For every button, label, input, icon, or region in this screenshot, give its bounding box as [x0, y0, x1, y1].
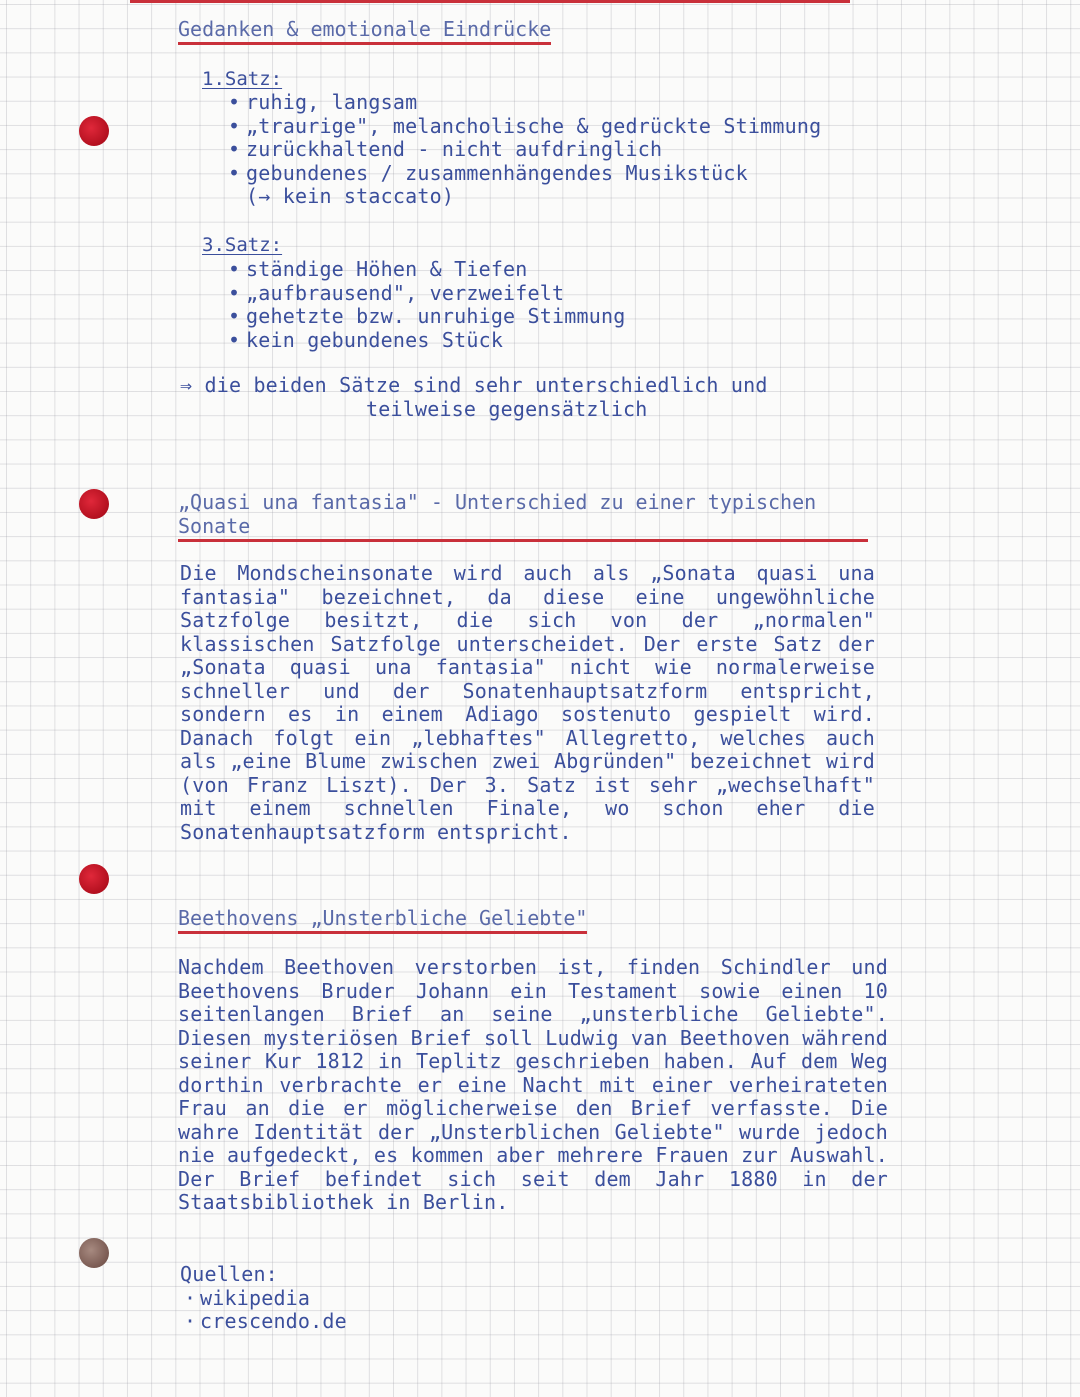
source-item: · crescendo.de [180, 1310, 347, 1334]
punch-hole [79, 864, 109, 894]
paragraph-quasi-una-fantasia: Die Mondscheinsonate wird auch als „Sonata quasi una fantasia" bezeichnet, da diese eine ungewöhnliche Satzfolge besitzt, die sich von der „normalen" klassischen Satzfolge unterscheidet. Der erste Satz der „Sonata quasi una fantasia" nicht wie normalerweise schneller und der Sonatenhauptsatzform entspricht, sondern es in einem Adiago sostenuto gespielt wird. Danach folgt ein „lebhaftes" Allegretto, welches auch als „eine Blume zwischen zwei Abgründen" bezeichnet wird (von Franz Liszt). Der 3. Satz ist sehr „wechselhaft" mit einem schnellen Finale, wo schon eher die Sonatenhauptsatzform entspricht. [180, 561, 875, 844]
sources-label: Quellen: [180, 1262, 278, 1286]
punch-hole [79, 1238, 109, 1268]
movement-3-label: 3.Satz: [202, 234, 283, 256]
punch-hole [79, 489, 109, 519]
list-item: • gehetzte bzw. unruhige Stimmung [228, 305, 625, 329]
list-note: (→ kein staccato) [246, 184, 455, 208]
list-item: • zurückhaltend - nicht aufdringlich [228, 138, 821, 162]
sources-list [180, 1287, 347, 1334]
section-heading-quasi-una-fantasia: „Quasi una fantasia" - Unterschied zu einer typischen Sonate [178, 490, 868, 542]
movement-1-list [228, 91, 821, 209]
conclusion-line-1: ⇒ die beiden Sätze sind sehr unterschiedlich und [180, 373, 768, 397]
list-item: • „aufbrausend", verzweifelt [228, 282, 625, 306]
paragraph-immortal-beloved: Nachdem Beethoven verstorben ist, finden Schindler und Beethovens Bruder Johann ein Testament sowie einen 10 seitenlangen Brief an seine „unsterbliche Geliebte". Diesen mysteriösen Brief soll Ludwig van Beethoven während seiner Kur 1812 in Teplitz geschrieben haben. Auf dem Weg dorthin verbrachte er eine Nacht mit einer verheirateten Frau an die er möglicherweise den Brief verfasste. Die wahre Identität der „Unsterblichen Geliebte" wurde jedoch nie aufgedeckt, es kommen aber mehrere Frauen zur Auswahl. Der Brief befindet sich seit dem Jahr 1880 in der Staatsbibliothek in Berlin. [178, 955, 888, 1214]
movement-3-list [228, 258, 625, 352]
conclusion-line-2: teilweise gegensätzlich [366, 397, 648, 421]
top-margin-rule [130, 0, 850, 3]
list-item: • „traurige", melancholische & gedrückte Stimmung [228, 115, 821, 139]
list-item: • kein gebundenes Stück [228, 329, 625, 353]
list-item: • ständige Höhen & Tiefen [228, 258, 625, 282]
movement-1-label: 1.Satz: [202, 68, 283, 90]
punch-hole [79, 116, 109, 146]
source-item: · wikipedia [180, 1287, 347, 1311]
list-item: • gebundenes / zusammenhängendes Musikstück [228, 162, 821, 186]
section-heading-immortal-beloved: Beethovens „Unsterbliche Geliebte" [178, 906, 587, 934]
section-heading-impressions: Gedanken & emotionale Eindrücke [178, 17, 551, 45]
sources [180, 1263, 347, 1334]
list-item: • ruhig, langsam [228, 91, 821, 115]
